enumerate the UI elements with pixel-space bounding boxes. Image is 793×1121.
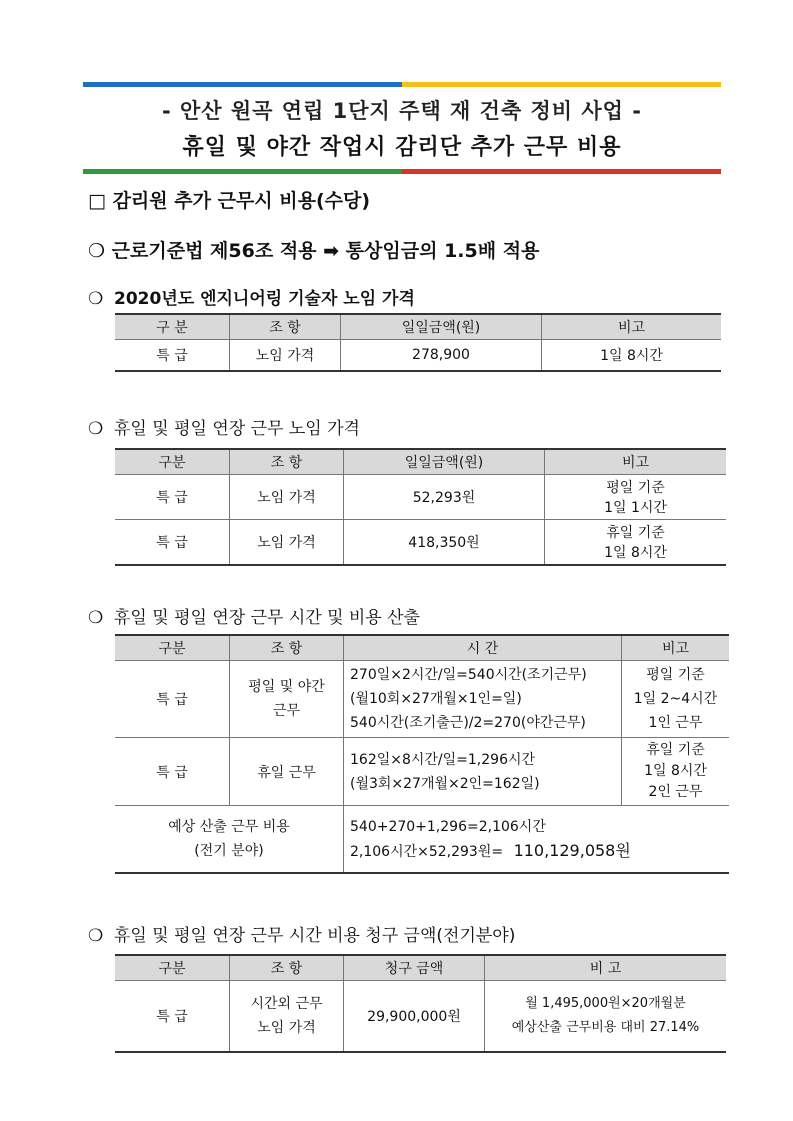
title-box (83, 82, 721, 174)
header-cell: 일일금액(원) (344, 449, 545, 475)
time-line: 162일×8시간/일=1,296시간 (350, 751, 536, 768)
calc-line (350, 839, 725, 864)
grade-cell: 특 급 (115, 981, 230, 1053)
amount-cell: 278,900 (341, 340, 542, 372)
header-cell: 청구 금액 (344, 955, 485, 981)
header-cell: 조 항 (230, 955, 344, 981)
header-cell: 조 항 (230, 635, 344, 661)
grade-cell: 특 급 (115, 340, 230, 372)
table3-header-row (115, 635, 729, 661)
amount-cell: 52,293원 (344, 475, 545, 520)
table2-heading-text: 휴일 및 평일 연장 근무 노임 가격 (114, 419, 360, 439)
title-line-1: - 안산 원곡 연립 1단지 주택 재 건축 정비 사업 - (161, 99, 642, 123)
table-row (115, 520, 726, 566)
title-bottom-color-bar (83, 169, 721, 174)
time-cell (344, 738, 622, 806)
table2 (115, 448, 726, 566)
grade-cell: 특 급 (115, 475, 230, 520)
header-cell: 비고 (542, 314, 722, 340)
note-line: 월 1,495,000원×20개월분 (525, 996, 686, 1011)
table3 (115, 634, 729, 874)
grade-cell: 특 급 (115, 520, 230, 566)
header-cell: 일일금액(원) (341, 314, 542, 340)
note-cell (622, 738, 730, 806)
table4-heading (88, 921, 515, 946)
law-heading (88, 236, 539, 263)
note-line: 1일 2~4시간 (633, 691, 718, 707)
item-cell (230, 661, 344, 738)
note-line: 평일 기준 (606, 480, 665, 496)
table1 (115, 313, 721, 372)
circle-marker: ❍ (88, 240, 106, 262)
table-row (115, 340, 721, 372)
table2-header-row (115, 449, 726, 475)
table2-heading (88, 414, 360, 439)
circle-marker: ❍ (88, 419, 104, 439)
item-line: 노임 가격 (257, 1020, 316, 1036)
amount-cell: 418,350원 (344, 520, 545, 566)
header-cell: 구분 (115, 635, 230, 661)
note-line: 예상산출 근무비용 대비 27.14% (511, 1020, 700, 1035)
section-heading (88, 186, 370, 213)
table1-header-row (115, 314, 721, 340)
item-cell: 노임 가격 (230, 340, 341, 372)
header-cell: 시 간 (344, 635, 622, 661)
header-cell: 비 고 (485, 955, 727, 981)
header-cell: 비고 (622, 635, 730, 661)
circle-marker: ❍ (88, 608, 104, 628)
circle-marker: ❍ (88, 289, 104, 309)
box-marker: □ (88, 190, 106, 212)
bar-blue (83, 82, 402, 87)
item-cell: 노임 가격 (230, 475, 344, 520)
amount-cell: 29,900,000원 (344, 981, 485, 1053)
table-row (115, 475, 726, 520)
header-cell: 구 분 (115, 314, 230, 340)
note-line: 휴일 기준 (606, 525, 665, 541)
note-cell: 1일 8시간 (542, 340, 722, 372)
grade-cell: 특 급 (115, 661, 230, 738)
bar-red (402, 169, 721, 174)
note-line: 1인 근무 (648, 715, 703, 731)
item-line: 근무 (272, 703, 301, 719)
item-line: 평일 및 야간 (248, 679, 325, 695)
note-line: 평일 기준 (646, 667, 705, 683)
note-line: 1일 8시간 (644, 763, 707, 779)
title-top-color-bar (83, 82, 721, 87)
calc-expression: 2,106시간×52,293원= (350, 843, 504, 860)
note-line: 1일 1시간 (604, 500, 667, 516)
estimate-label-line: (전기 분야) (194, 843, 264, 859)
table-row (115, 661, 729, 738)
note-line: 2인 근무 (648, 784, 703, 800)
bar-yellow (402, 82, 721, 87)
item-cell: 휴일 근무 (230, 738, 344, 806)
header-cell: 조 항 (230, 449, 344, 475)
time-line: 540시간(조기출근)/2=270(야간근무) (350, 715, 586, 731)
note-line: 1일 8시간 (604, 545, 667, 561)
note-cell (545, 520, 727, 566)
header-cell: 구분 (115, 955, 230, 981)
estimate-label-cell (115, 806, 344, 874)
table3-heading-text: 휴일 및 평일 연장 근무 시간 및 비용 산출 (114, 608, 420, 628)
table4-header-row (115, 955, 726, 981)
estimate-calc-cell (344, 806, 730, 874)
section-heading-text: 감리원 추가 근무시 비용(수당) (112, 190, 371, 212)
table4 (115, 954, 726, 1053)
note-line: 휴일 기준 (646, 742, 705, 758)
note-cell (485, 981, 727, 1053)
title-line-2: 휴일 및 야간 작업시 감리단 추가 근무 비용 (182, 135, 622, 160)
header-cell: 구분 (115, 449, 230, 475)
header-cell: 비고 (545, 449, 727, 475)
item-line: 시간외 근무 (250, 996, 323, 1012)
table4-heading-text: 휴일 및 평일 연장 근무 시간 비용 청구 금액(전기분야) (114, 926, 516, 946)
table1-heading-text: 2020년도 엔지니어링 기술자 노임 가격 (114, 289, 415, 309)
bar-green (83, 169, 402, 174)
table-row (115, 981, 726, 1053)
time-line: (월10회×27개월×1인=일) (350, 691, 522, 707)
note-cell (545, 475, 727, 520)
calc-total: 110,129,058원 (513, 840, 631, 860)
law-heading-text: 근로기준법 제56조 적용 ➡ 통상임금의 1.5배 적용 (111, 240, 540, 262)
item-cell (230, 981, 344, 1053)
time-line: (월3회×27개월×2인=162일) (350, 775, 540, 792)
time-line: 270일×2시간/일=540시간(조기근무) (350, 667, 587, 683)
circle-marker: ❍ (88, 926, 104, 946)
calc-line: 540+270+1,296=2,106시간 (350, 818, 546, 835)
time-cell (344, 661, 622, 738)
header-cell: 조 항 (230, 314, 341, 340)
estimate-label-line: 예상 산출 근무 비용 (168, 819, 290, 835)
grade-cell: 특 급 (115, 738, 230, 806)
item-cell: 노임 가격 (230, 520, 344, 566)
table1-heading (88, 284, 415, 309)
note-cell (622, 661, 730, 738)
table3-heading (88, 603, 420, 628)
table-row (115, 738, 729, 806)
table-row (115, 806, 729, 874)
